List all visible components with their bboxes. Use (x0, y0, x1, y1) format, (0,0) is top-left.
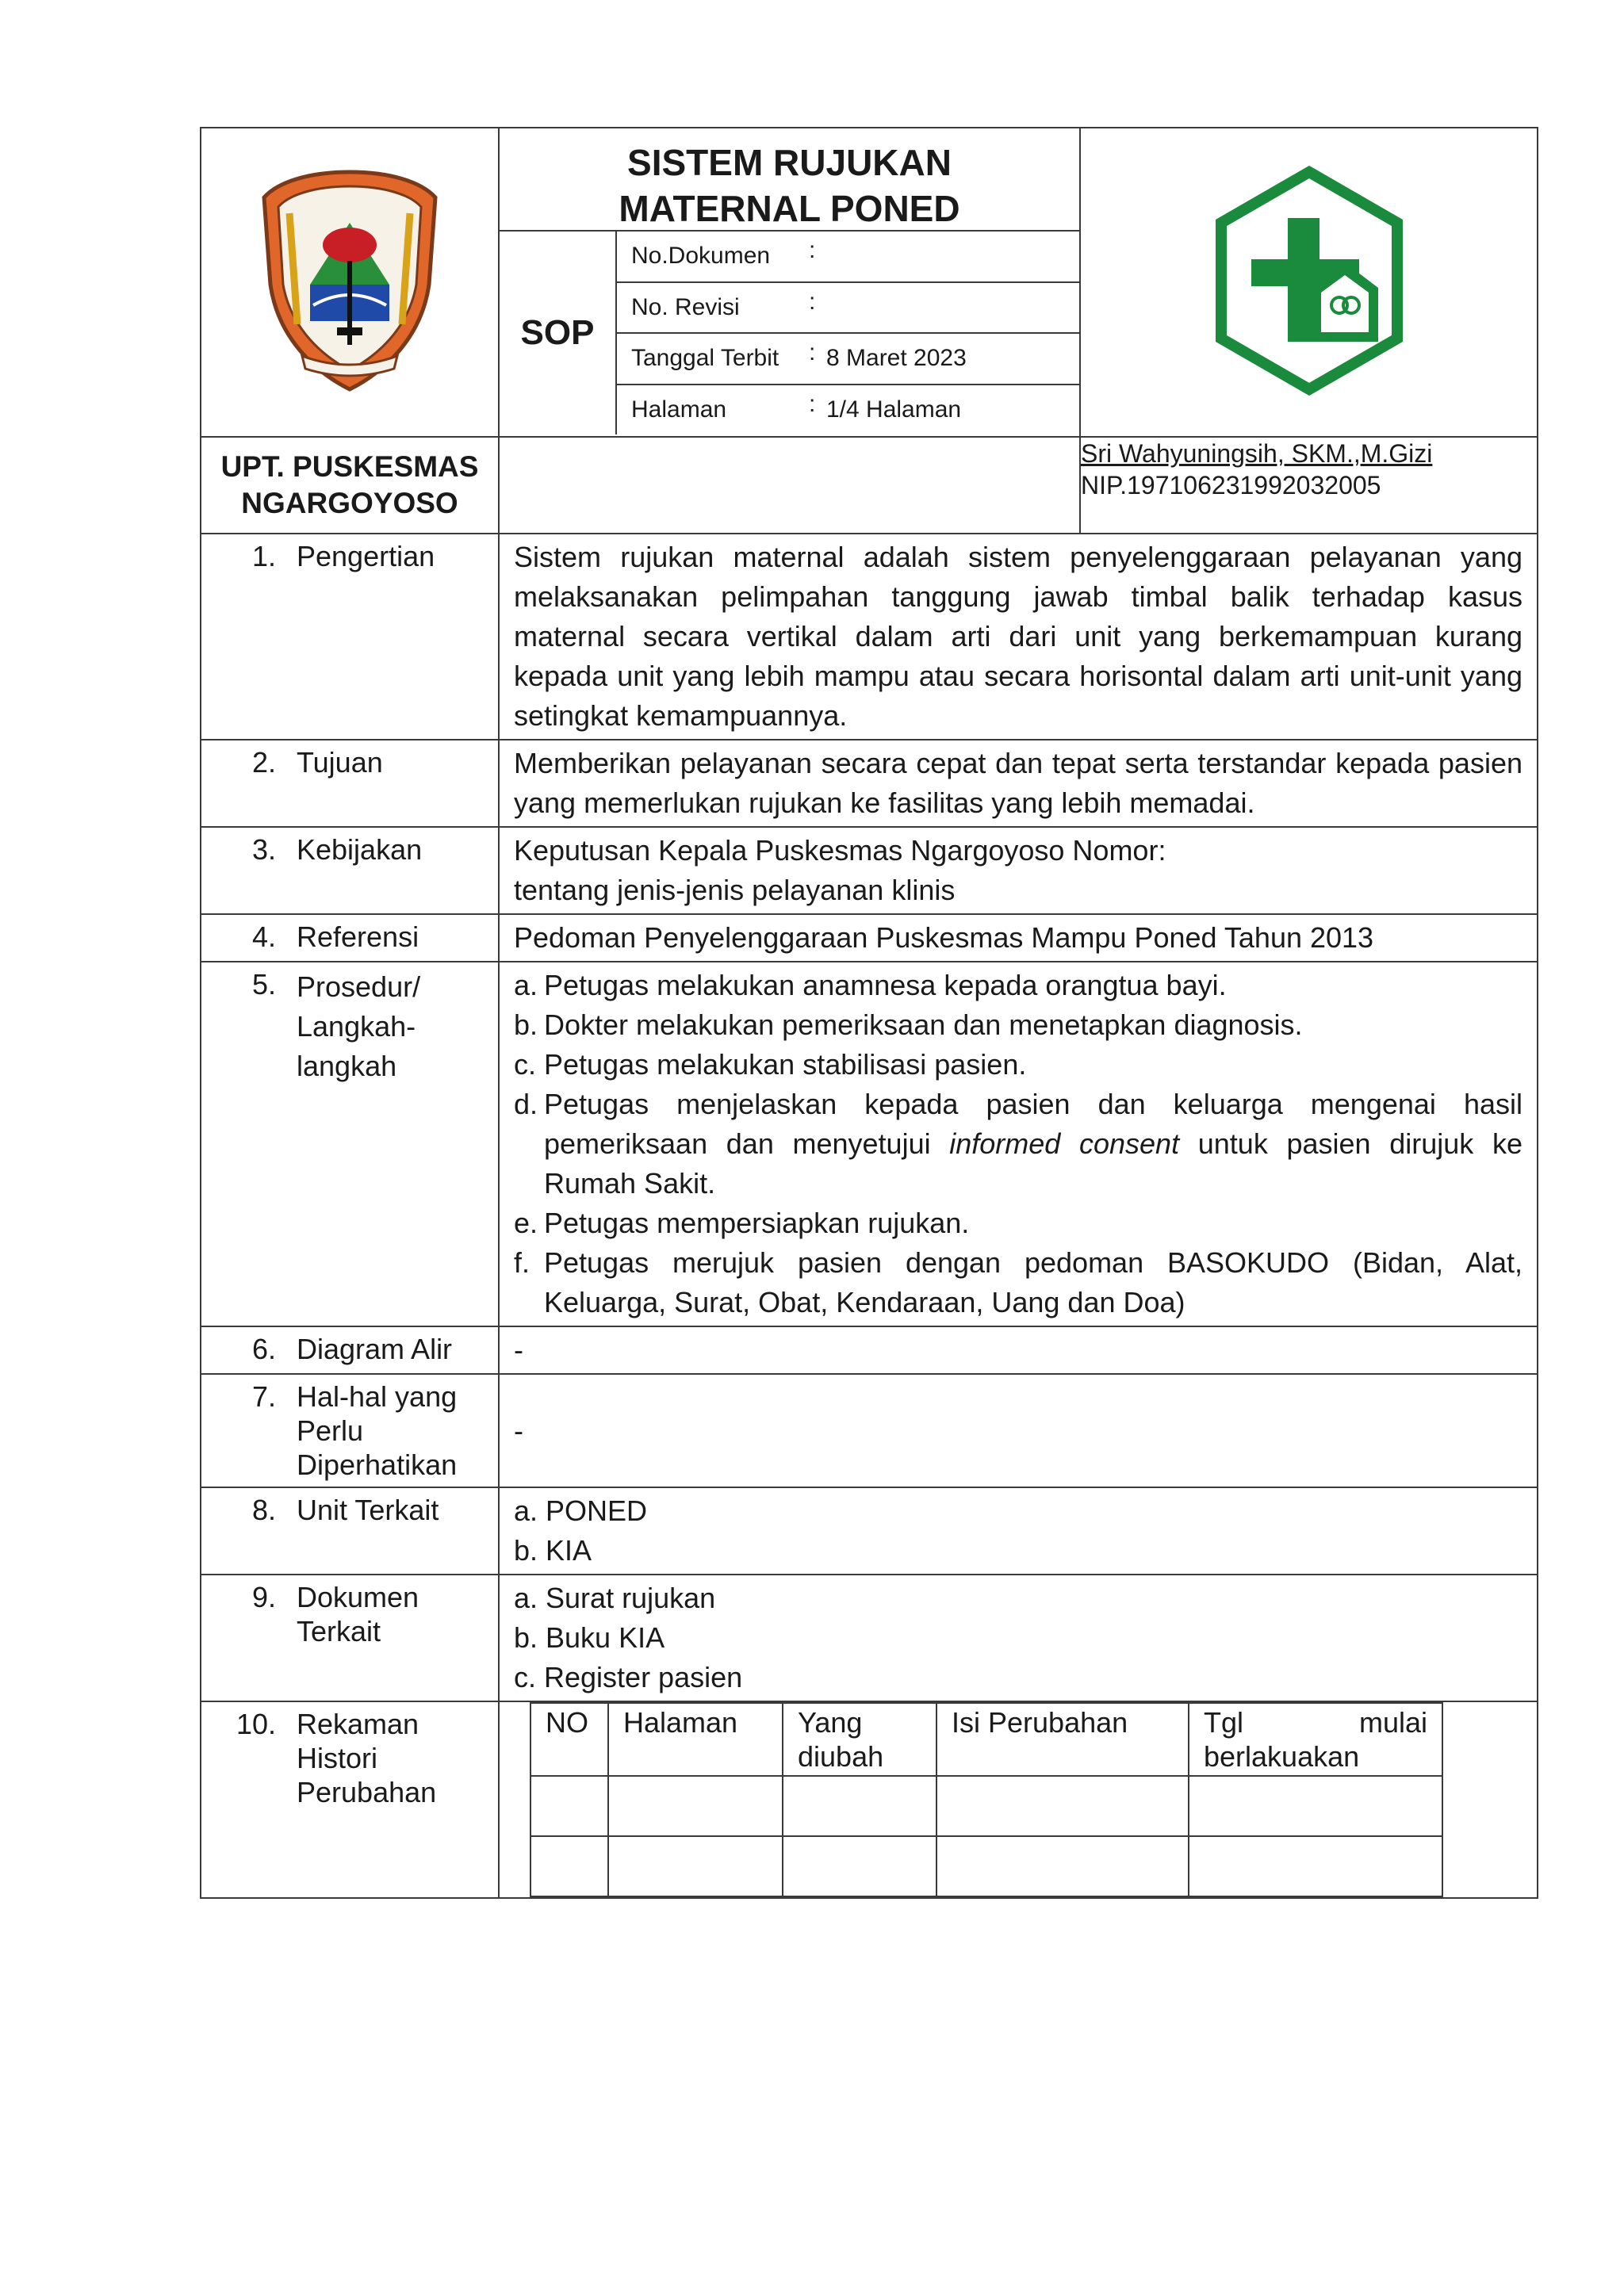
meta-key: No.Dokumen (631, 243, 771, 270)
section-number: 1. (251, 540, 276, 572)
section-content (499, 1701, 1538, 1898)
step-text: Petugas mempersiapkan rujukan. (544, 1207, 970, 1239)
meta-colon: : (809, 390, 816, 417)
section-content: - (499, 1326, 1538, 1374)
section-label (201, 1575, 499, 1701)
section-title: Rekaman Histori Perubahan (297, 1708, 437, 1808)
procedure-step (514, 1203, 1522, 1243)
step-marker: e. (514, 1207, 538, 1239)
org-line-1: UPT. PUSKESMAS (220, 450, 479, 483)
step-text-part: untuk pasien dirujuk ke Rumah Sakit. (544, 1127, 1522, 1200)
section-content: Pedoman Penyelenggaraan Puskesmas Mampu Poned Tahun 2013 (499, 914, 1538, 962)
section-title: Prosedur/ Langkah-langkah (297, 970, 421, 1082)
table-header-row (530, 1703, 1442, 1776)
section-label (201, 534, 499, 740)
meta-value: 1/4 Halaman (826, 396, 962, 423)
procedure-step (514, 1045, 1522, 1085)
meta-colon: : (809, 237, 816, 264)
section-content (499, 827, 1538, 914)
procedure-step (514, 1005, 1522, 1045)
table-cell (530, 1836, 608, 1896)
step-marker: a. (514, 969, 538, 1001)
step-text: Petugas merujuk pasien dengan pedoman BASOKUDO (Bidan, Alat, Keluarga, Surat, Obat, Kendaraan, Uang dan Doa) (544, 1246, 1522, 1318)
table-cell (608, 1836, 783, 1896)
org-line-2: NGARGOYOSO (241, 487, 458, 519)
column-header: Yang diubah (783, 1703, 936, 1776)
section-number: 4. (251, 920, 276, 953)
section-content: - (499, 1374, 1538, 1487)
list-item: b. KIA (514, 1534, 592, 1567)
section-label (201, 1487, 499, 1575)
column-header: Isi Perubahan (936, 1703, 1189, 1776)
step-marker: d. (514, 1088, 538, 1120)
meta-key: Tanggal Terbit (631, 345, 779, 372)
organization-cell (201, 437, 499, 534)
section-title: Unit Terkait (297, 1494, 439, 1526)
table-cell (783, 1836, 936, 1896)
meta-row-halaman (617, 385, 1079, 435)
step-text-italic: informed consent (949, 1127, 1180, 1160)
section-row-hal-hal (201, 1374, 1538, 1487)
column-header: NO (530, 1703, 608, 1776)
column-header: Tgl mulai berlakuakan (1189, 1703, 1442, 1776)
sop-table (200, 127, 1538, 1899)
table-cell (936, 1776, 1189, 1836)
puskesmas-logo (1210, 166, 1408, 396)
section-row-kebijakan (201, 827, 1538, 914)
section-content: Memberikan pelayanan secara cepat dan tepat serta terstandar kepada pasien yang memerlukan rujukan ke fasilitas yang lebih memadai. (499, 740, 1538, 827)
step-text-part: Petugas menjelaskan kepada pasien dan keluarga mengenai hasil pemeriksaan dan menyetujui (544, 1088, 1522, 1160)
list-item: c. Register pasien (514, 1661, 743, 1693)
section-content: Sistem rujukan maternal adalah sistem penyelenggaraan pelayanan yang melaksanakan pelimpahan tanggung jawab timbal balik terhadap kasus maternal secara vertikal dalam arti dari unit yang berkemampuan kurang kepada unit yang lebih mampu atau secara horisontal dalam arti unit-unit yang setingkat kemampuannya. (499, 534, 1538, 740)
signer-cell (1080, 437, 1538, 534)
section-content (499, 1575, 1538, 1701)
meta-value: 8 Maret 2023 (826, 345, 967, 372)
section-row-pengertian (201, 534, 1538, 740)
step-marker: b. (514, 1008, 538, 1041)
meta-row-no-dokumen (617, 232, 1079, 283)
list-item: a. Surat rujukan (514, 1582, 716, 1614)
section-title: Diagram Alir (297, 1333, 453, 1365)
section-number: 6. (251, 1333, 276, 1365)
step-text (544, 1085, 1522, 1203)
signer-nip: NIP.197106231992032005 (1081, 471, 1381, 499)
procedure-step (514, 966, 1522, 1005)
section-row-referensi (201, 914, 1538, 962)
content-line: tentang jenis-jenis pelayanan klinis (514, 874, 956, 906)
signer-name: Sri Wahyuningsih, SKM.,M.Gizi (1081, 439, 1433, 468)
table-cell (1189, 1836, 1442, 1896)
title-cell (499, 128, 1080, 437)
section-number: 10. (236, 1708, 276, 1740)
section-content (499, 1487, 1538, 1575)
section-title: Tujuan (297, 746, 383, 779)
title-line-2: MATERNAL PONED (619, 188, 960, 229)
table-row (530, 1776, 1442, 1836)
sop-label: SOP (500, 232, 617, 434)
document-title (500, 128, 1079, 232)
section-row-prosedur (201, 962, 1538, 1326)
section-row-diagram-alir (201, 1326, 1538, 1374)
step-text: Petugas melakukan anamnesa kepada orangtua bayi. (544, 969, 1227, 1001)
section-label (201, 1326, 499, 1374)
step-marker: c. (514, 1048, 537, 1081)
section-row-dokumen-terkait (201, 1575, 1538, 1701)
table-cell (936, 1836, 1189, 1896)
meta-key: Halaman (631, 396, 727, 423)
step-text: Dokter melakukan pemeriksaan dan menetapkan diagnosis. (544, 1008, 1303, 1041)
table-row (530, 1836, 1442, 1896)
section-title: Hal-hal yang Perlu Diperhatikan (297, 1380, 458, 1481)
list-item: a. PONED (514, 1494, 648, 1527)
list-item: b. Buku KIA (514, 1621, 665, 1654)
section-row-rekaman-histori (201, 1701, 1538, 1898)
regency-logo-cell (201, 128, 499, 437)
sop-document (200, 127, 1537, 1899)
title-line-1: SISTEM RUJUKAN (627, 142, 952, 183)
section-label (201, 914, 499, 962)
meta-key: No. Revisi (631, 293, 740, 320)
procedure-step (514, 1243, 1522, 1322)
organization-name (201, 438, 498, 533)
table-cell (783, 1776, 936, 1836)
section-label (201, 740, 499, 827)
section-label (201, 827, 499, 914)
section-content (499, 962, 1538, 1326)
meta-colon: : (809, 288, 816, 315)
change-history-table (530, 1702, 1443, 1897)
content-line: Keputusan Kepala Puskesmas Ngargoyoso Nomor: (514, 834, 1166, 867)
section-number: 8. (251, 1494, 276, 1526)
column-header: Halaman (608, 1703, 783, 1776)
section-title: Kebijakan (297, 833, 423, 866)
section-title: Pengertian (297, 540, 435, 572)
section-title: Dokumen Terkait (297, 1581, 419, 1647)
karanganyar-regency-logo (255, 166, 445, 396)
puskesmas-logo-cell (1080, 128, 1538, 437)
table-cell (530, 1776, 608, 1836)
document-meta (500, 232, 1079, 434)
section-title: Referensi (297, 920, 419, 953)
section-number: 9. (251, 1581, 276, 1613)
table-cell (608, 1776, 783, 1836)
section-number: 3. (251, 833, 276, 866)
section-number: 5. (251, 968, 276, 1001)
section-row-tujuan (201, 740, 1538, 827)
signature-area (499, 437, 1080, 534)
meta-rows (617, 232, 1079, 434)
section-number: 7. (251, 1380, 276, 1413)
section-number: 2. (251, 746, 276, 779)
meta-row-no-revisi (617, 283, 1079, 335)
section-label (201, 962, 499, 1326)
section-row-unit-terkait (201, 1487, 1538, 1575)
procedure-step (514, 1085, 1522, 1203)
meta-row-tanggal-terbit (617, 334, 1079, 385)
table-cell (1189, 1776, 1442, 1836)
meta-colon: : (809, 339, 816, 366)
section-label (201, 1701, 499, 1898)
section-label (201, 1374, 499, 1487)
step-marker: f. (514, 1246, 530, 1279)
step-text: Petugas melakukan stabilisasi pasien. (544, 1048, 1027, 1081)
